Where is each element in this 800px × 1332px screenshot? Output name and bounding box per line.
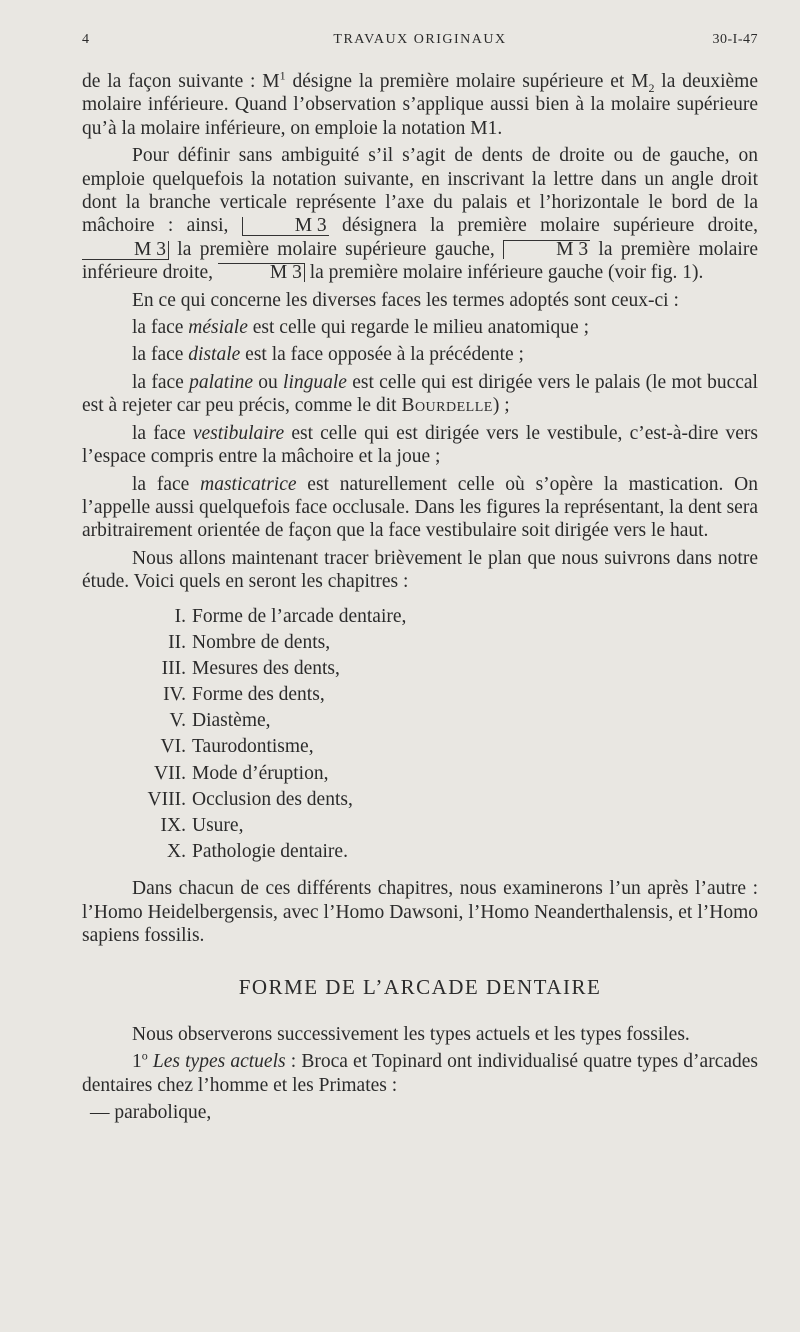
- list-item: [82, 813, 758, 839]
- article-body: [82, 70, 758, 1125]
- text-run: est celle qui regarde le milieu anatomique ;: [247, 317, 589, 339]
- term: linguale: [283, 371, 347, 393]
- text-run: : Broca et Topinard ont individualisé quatre types d’arcades dentaires chez l’homme et les Primates :: [82, 1051, 759, 1096]
- text-run: est celle qui est dirigée vers le vestibule, c’est-à-dire vers l’espace compris entre la mâchoire et la joue ;: [82, 422, 758, 468]
- section-title: FORME DE L’ARCADE DENTAIRE: [238, 974, 602, 999]
- term: distale: [188, 344, 241, 366]
- chapter-list: [82, 604, 758, 866]
- superscript: 1: [279, 68, 286, 83]
- paragraph-types-actuels: [82, 1050, 758, 1097]
- list-item: [82, 682, 758, 708]
- chapter-label: Diastème,: [192, 710, 271, 732]
- paragraph-side-notation: [82, 144, 758, 284]
- term: palatine: [189, 371, 253, 393]
- text-run: la deuxième molaire inférieure. Quand l’observation s’applique aussi bien à la molaire supérieure qu’à la molaire inférieure, on emploie la notation M1.: [82, 71, 758, 139]
- text-run: la première molaire supérieure gauche,: [168, 238, 504, 260]
- list-item: [82, 734, 758, 760]
- text-run: est la face opposée à la précédente ;: [240, 344, 524, 366]
- term: mésiale: [188, 317, 248, 339]
- text-run: désigne la première molaire supérieure et M: [285, 71, 649, 92]
- subheading: Les types actuels: [152, 1051, 286, 1073]
- chapter-number: IX.: [160, 815, 186, 837]
- superscript: o: [141, 1048, 148, 1063]
- chapter-label: Mode d’éruption,: [192, 762, 329, 784]
- chapter-number: VIII.: [147, 788, 186, 810]
- term: masticatrice: [200, 473, 297, 495]
- text-run: désignera la première molaire supérieure droite,: [328, 215, 758, 237]
- text-run: la première molaire inférieure droite,: [82, 238, 759, 284]
- chapter-number: X.: [167, 841, 186, 863]
- text-run: ou: [253, 371, 284, 393]
- text-run: de la façon suivante : M: [82, 71, 280, 92]
- paragraph-notation: [82, 70, 758, 140]
- running-header: [82, 32, 758, 56]
- angle-notation-lower-left: M 3: [218, 263, 305, 282]
- chapter-label: Forme des dents,: [192, 684, 325, 706]
- text-run: la face: [132, 473, 201, 495]
- chapter-number: III.: [161, 657, 186, 679]
- face-mesiale: [82, 316, 758, 339]
- face-palatine: [82, 371, 758, 418]
- face-distale: [82, 343, 758, 366]
- page-number: 4: [82, 32, 91, 47]
- chapter-label: Mesures des dents,: [192, 657, 340, 679]
- chapter-label: Occlusion des dents,: [192, 788, 353, 810]
- text-run: est naturellement celle où s’opère la mastication. On l’appelle aussi quelquefois face occlusale. Dans les figures la représentant, la dent sera arbitrairement orientée de façon que la face vestibulaire soit dirigée vers le haut.: [82, 473, 758, 542]
- chapter-label: Pathologie dentaire.: [192, 841, 348, 863]
- paragraph-species: Dans chacun de ces différents chapitres, nous examinerons l’un après l’autre : l’Homo Heidelbergensis, avec l’Homo Dawsoni, l’Homo Neanderthalensis, et l’Homo sapiens fossilis.: [82, 878, 758, 947]
- chapter-label: Usure,: [192, 815, 244, 837]
- face-masticatrice: [82, 473, 758, 543]
- text-run: la face: [132, 317, 189, 339]
- chapter-label: Nombre de dents,: [192, 631, 331, 653]
- paragraph-plan-intro: Nous allons maintenant tracer brièvement le plan que nous suivrons dans notre étude. Voici quels en seront les chapitres :: [82, 547, 758, 593]
- header-date: 30-I-47: [712, 32, 758, 47]
- angle-notation-upper-left: M 3: [82, 241, 169, 260]
- chapter-number: II.: [168, 631, 186, 653]
- chapter-number: VI.: [160, 736, 186, 758]
- author-name: Bourdelle: [401, 395, 493, 417]
- paragraph-faces-intro: En ce qui concerne les diverses faces les termes adoptés sont ceux-ci :: [132, 289, 679, 311]
- text-run: la face: [132, 422, 193, 444]
- chapter-label: Forme de l’arcade dentaire,: [192, 605, 407, 627]
- list-item: [82, 656, 758, 682]
- text-run: ) ;: [492, 395, 510, 417]
- text-run: est celle qui est dirigée vers le palais (le mot buccal est à rejeter car peu précis, comme le dit: [82, 371, 758, 417]
- chapter-number: IV.: [163, 684, 186, 706]
- list-item: [82, 787, 758, 813]
- dash-list-item: — parabolique,: [90, 1102, 212, 1124]
- angle-notation-lower-right: M 3: [503, 240, 590, 259]
- chapter-number: VII.: [154, 762, 186, 784]
- angle-notation-upper-right: M 3: [242, 217, 329, 236]
- text-run: la face: [132, 344, 189, 366]
- subscript: 2: [648, 80, 655, 95]
- list-item: [82, 761, 758, 787]
- text-run: 1: [132, 1051, 142, 1073]
- chapter-number: V.: [169, 710, 186, 732]
- list-item: [82, 604, 758, 630]
- text-run: la face: [132, 371, 190, 393]
- list-item: [82, 839, 758, 865]
- face-vestibulaire: [82, 422, 758, 469]
- text-run: la première molaire inférieure gauche (voir fig. 1).: [304, 262, 704, 284]
- text-run: Pour définir sans ambiguité s’il s’agit de dents de droite ou de gauche, on emploie quelquefois la notation suivante, en inscrivant la lettre dans un angle droit dont la branche verticale représente l’axe du palais et l’horizontale le bord de la mâchoire : ainsi,: [82, 145, 758, 237]
- paragraph-types-intro: Nous observerons successivement les types actuels et les types fossiles.: [132, 1024, 690, 1046]
- chapter-label: Taurodontisme,: [192, 736, 314, 758]
- list-item: [82, 630, 758, 656]
- running-title: TRAVAUX ORIGINAUX: [333, 32, 507, 47]
- term: vestibulaire: [192, 422, 285, 444]
- list-item: [82, 708, 758, 734]
- chapter-number: I.: [174, 605, 186, 627]
